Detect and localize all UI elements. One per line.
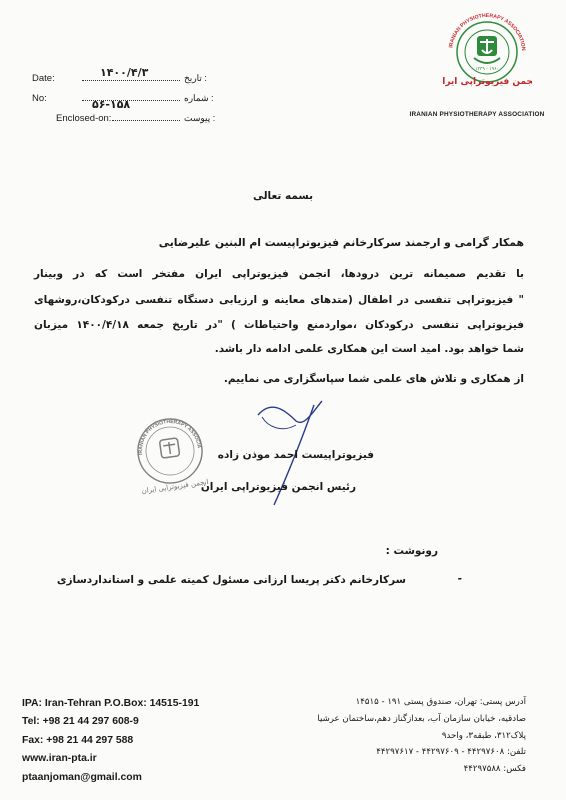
cc-label: رونوشت :: [385, 545, 438, 557]
footer-tel-fa: تلفن: ۴۴۲۹۷۶۰۸ - ۴۴۲۹۷۶۰۹ - ۴۴۲۹۷۶۱۷: [376, 747, 526, 757]
body-line-3: فیزیوتراپی تنفسی درکودکان ،مواردمنع واحتیاطات ) "در تاریخ جمعه ۱۴۰۰/۴/۱۸ میزبان: [34, 319, 525, 331]
salutation: همکار گرامی و ارجمند سرکارخانم فیزیوتراپیست ام البنین علیرضایی: [158, 236, 524, 249]
footer-website: www.iran-pta.ir: [22, 753, 97, 764]
signatory-name: فیزیوتراپیست احمد موذن زاده: [217, 449, 374, 461]
svg-text:IRANIAN PHYSIOTHERAPY ASSOCIAT: IRANIAN PHYSIOTHERAPY ASSOCIATION: [448, 12, 527, 51]
enclosed-label-fa: : پیوست: [184, 113, 216, 123]
cc-dash: -: [457, 573, 462, 585]
bismillah: بسمه تعالی: [252, 190, 314, 202]
thanks-line: از همکاری و تلاش های علمی شما سپاسگزاری می نماییم.: [223, 373, 524, 385]
body-line-1: با تقدیم صمیمانه ترین درودها، انجمن فیزیوتراپی ایران مفتخر است که در وبینار: [34, 268, 524, 280]
date-label-fa: : تاریخ: [184, 73, 207, 83]
signatory-title: رئیس انجمن فیزیوتراپی ایران: [200, 481, 356, 493]
footer-tel-en: Tel: +98 21 44 297 608-9: [22, 716, 139, 727]
association-logo: [442, 12, 532, 88]
association-stamp: [128, 397, 212, 505]
svg-text:انجمن فیزیوتراپی ایران: جمن فیزیوتراپی ایرا: [442, 77, 532, 87]
footer-fax-fa: فکس: ۴۴۲۹۷۵۸۸: [463, 764, 526, 774]
number-label-en: No:: [32, 93, 47, 104]
date-label-en: Date:: [32, 73, 55, 84]
cc-item: سرکارخانم دکتر پریسا ارزانی مسئول کمیته علمی و استانداردسازی: [56, 574, 406, 586]
number-label-fa: : شماره: [184, 93, 214, 103]
svg-text:IRANIAN PHYSIOTHERAPY ASSOCIAT: IRANIAN PHYSIOTHERAPY ASSOCIATION: [137, 418, 202, 456]
date-value: ۱۴۰۰/۴/۳: [100, 66, 149, 79]
enclosed-label-en: Enclosed-on:: [56, 113, 112, 124]
footer-email: ptaanjoman@gmail.com: [22, 772, 142, 783]
svg-text:۱۳۳۹ - ۱۹۶۰: ۱۳۳۹ - ۱۹۶۰: [475, 67, 499, 72]
footer-address-fa-3: پلاک۳۱۲، طبقه۳، واحد۹: [441, 731, 526, 741]
svg-text:انجمن فیزیوتراپی ایران: انجمن فیزیوتراپی ایران: [141, 477, 209, 496]
footer-address-fa-2: صادقیه، خیابان سازمان آب، بعدازگناز دهم،ساختمان عرشیا: [317, 714, 526, 724]
body-line-4: شما خواهد بود. امید است این همکاری علمی ادامه دار باشد.: [214, 343, 524, 355]
date-field: [32, 66, 207, 84]
body-line-2: " فیزیوتراپی تنفسی در اطفال (متدهای معاینه و ارزیابی دستگاه تنفسی درکودکان،روشهای: [34, 294, 524, 306]
footer-address-fa-1: آدرس پستی: تهران، صندوق پستی ۱۹۱ - ۱۴۵۱۵: [355, 697, 526, 707]
footer-fax-en: Fax: +98 21 44 297 588: [22, 735, 134, 746]
footer-address-en: IPA: Iran-Tehran P.O.Box: 14515-191: [22, 698, 200, 709]
number-value: ۵۶-۱۵۸: [92, 98, 131, 111]
org-name-en: IRANIAN PHYSIOTHERAPY ASSOCIATION: [409, 111, 545, 118]
enclosed-field: [32, 110, 215, 124]
